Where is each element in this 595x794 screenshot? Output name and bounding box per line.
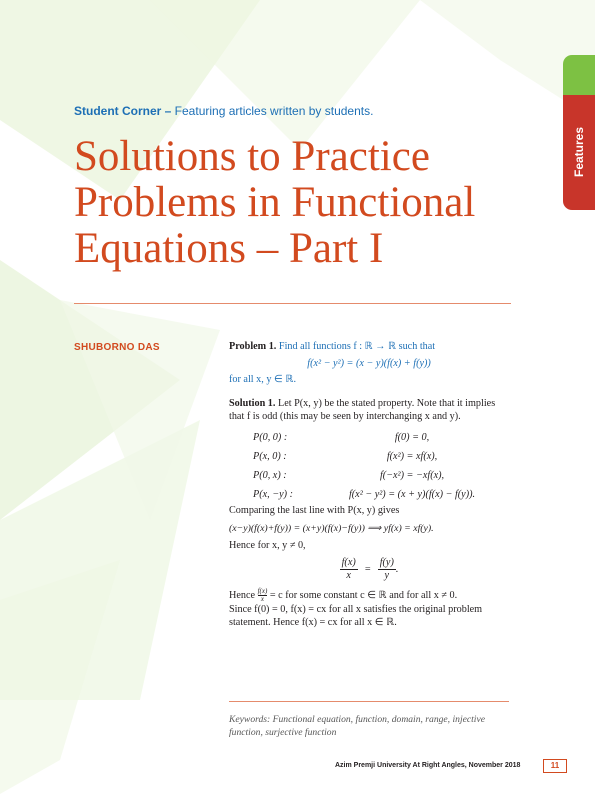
article-title: [74, 134, 475, 272]
solution-intro: [229, 397, 509, 424]
fraction-denominator: x: [346, 569, 351, 581]
hence-prefix: Hence: [229, 589, 256, 601]
equation-period: .: [395, 563, 399, 575]
section-tab-green: [563, 55, 595, 95]
conclusion-text: Since f(0) = 0, f(x) = cx for all x satisfies the original problem statement. Hence f(x) = cx for all x ∈ ℝ.: [229, 603, 483, 629]
step-lhs: P(x, 0) :: [253, 450, 287, 462]
fraction-right: [378, 557, 396, 582]
step-rhs: f(0) = 0,: [394, 431, 430, 443]
step-row: [229, 428, 509, 447]
footer-text: Azim Premji University At Right Angles, November 2018: [335, 762, 521, 769]
ratio-equation: [229, 557, 509, 582]
student-corner-heading: [74, 104, 373, 118]
step-rhs: f(x²) = xf(x),: [386, 450, 438, 462]
problem-text: Find all functions f : ℝ → ℝ such that: [278, 341, 436, 352]
student-corner-description: Featuring articles written by students.: [171, 104, 374, 118]
combined-equation: (x−y)(f(x)+f(y)) = (x+y)(f(x)−f(y)) ⟹ yf(x) = xf(y).: [229, 522, 434, 534]
keywords-divider: [229, 701, 509, 702]
solution-label: Solution 1.: [229, 397, 276, 409]
fraction-left: [340, 557, 358, 582]
title-line: Problems in Functional: [74, 179, 476, 226]
solution-steps: [229, 428, 509, 504]
equals-sign: =: [364, 563, 372, 575]
step-row: [229, 466, 509, 485]
step-lhs: P(x, −y) :: [253, 488, 293, 500]
title-line: Equations – Part I: [74, 225, 384, 272]
author-name: SHUBORNO DAS: [74, 342, 160, 353]
comparison-text: Comparing the last line with P(x, y) gives: [229, 504, 400, 516]
hence-nonzero: Hence for x, y ≠ 0,: [229, 540, 306, 552]
inline-fraction: [258, 588, 268, 603]
title-line: Solutions to Practice: [74, 133, 430, 180]
step-row: [229, 485, 509, 504]
fraction-numerator: f(y): [379, 556, 394, 568]
step-rhs: f(x² − y²) = (x + y)(f(x) − f(y)).: [348, 488, 476, 500]
student-corner-label: Student Corner –: [74, 104, 172, 118]
fraction-numerator: f(x): [257, 586, 268, 595]
fraction-denominator: y: [384, 569, 390, 581]
step-row: [229, 447, 509, 466]
step-lhs: P(0, 0) :: [253, 431, 288, 443]
fraction-denominator: x: [260, 594, 264, 603]
article-body: [229, 340, 509, 630]
step-lhs: P(0, x) :: [253, 469, 287, 481]
constant-statement: [229, 588, 509, 603]
section-tab-label: Features: [572, 126, 586, 178]
problem-condition: for all x, y ∈ ℝ.: [229, 374, 297, 386]
problem-label: Problem 1.: [229, 341, 277, 352]
page-number: 11: [543, 759, 567, 773]
step-rhs: f(−x²) = −xf(x),: [379, 469, 445, 481]
keywords: Keywords: Functional equation, function, domain, range, injective function, surjective function: [229, 714, 485, 738]
title-divider: [74, 303, 511, 304]
solution-intro-text: Let P(x, y) be the stated property. Note that it implies that f is odd (this may be seen by interchanging x and y).: [229, 397, 496, 423]
fraction-numerator: f(x): [341, 556, 356, 568]
problem-equation: f(x² − y²) = (x − y)(f(x) + f(y)): [307, 357, 431, 369]
problem-statement: [229, 340, 509, 354]
hence-suffix: = c for some constant c ∈ ℝ and for all x ≠ 0.: [269, 589, 458, 601]
